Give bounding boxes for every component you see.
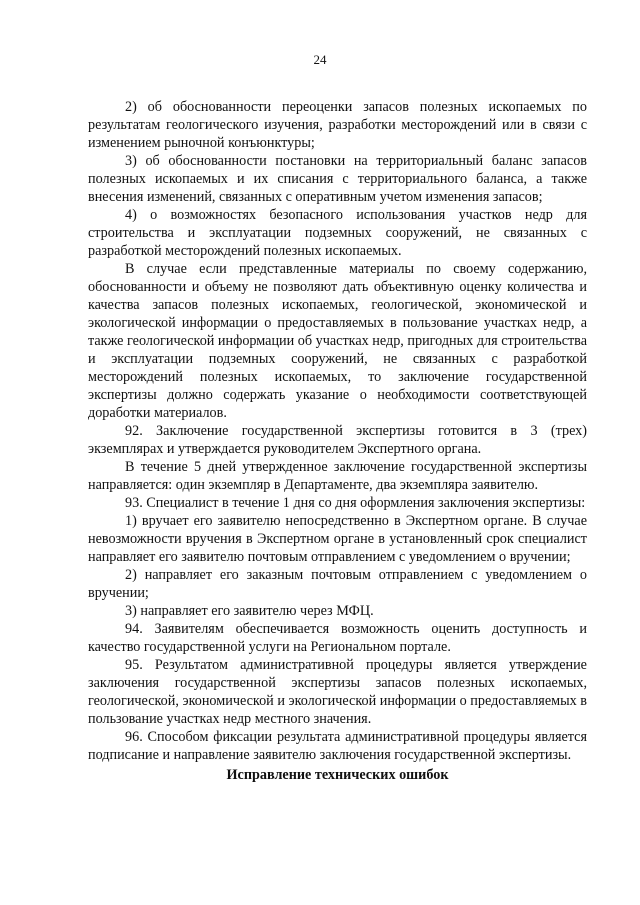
page-number: 24 [313, 52, 327, 67]
paragraph-insufficient-materials: В случае если представленные материалы по своему содержанию, обоснованности и объему не позволяют дать объективную оценку количества и качества запасов полезных ископаемых, геологической, экономической и экологической информации о предоставляемых в пользование участках недр, а также геологической информации об участках недр, пригодных для строительства и эксплуатации подземных сооружений, не связанных с разработкой месторождений полезных ископаемых, то заключение государственной экспертизы должно содержать указание о необходимости соответствующей доработки материалов. [88, 261, 587, 421]
paragraph-94: 94. Заявителям обеспечивается возможность оценить доступность и качество государственной услуги на Региональном портале. [88, 621, 587, 655]
paragraph-item-4: 4) о возможностях безопасного использования участков недр для строительства и эксплуатации подземных сооружений, не связанных с разработкой месторождений полезных ископаемых. [88, 207, 587, 259]
paragraph-93-item-1: 1) вручает его заявителю непосредственно в Экспертном органе. В случае невозможности вручения в Экспертном органе в установленный срок специалист направляет его заявителю почтовым отправлением с уведомлением о вручении; [88, 513, 587, 565]
paragraph-95: 95. Результатом административной процедуры является утверждение заключения государственной экспертизы запасов полезных ископаемых, геологической, экономической и экологической информации о предоставляемых в пользование участках недр местного значения. [88, 657, 587, 727]
paragraph-96: 96. Способом фиксации результата административной процедуры является подписание и направление заявителю заключения государственной экспертизы. [88, 729, 587, 763]
paragraph-93: 93. Специалист в течение 1 дня со дня оформления заключения экспертизы: [125, 495, 586, 511]
paragraph-item-2: 2) об обоснованности переоценки запасов полезных ископаемых по результатам геологического изучения, разработки месторождений или в связи с изменением рыночной конъюнктуры; [88, 99, 587, 151]
paragraph-93-item-2: 2) направляет его заказным почтовым отправлением с уведомлением о вручении; [88, 567, 587, 601]
paragraph-92: 92. Заключение государственной экспертизы готовится в 3 (трех) экземплярах и утверждается руководителем Экспертного органа. [88, 423, 587, 457]
document-body [88, 98, 587, 784]
section-heading: Исправление технических ошибок [226, 767, 449, 783]
paragraph-item-3: 3) об обоснованности постановки на территориальный баланс запасов полезных ископаемых и их списания с территориального баланса, а также внесения изменений, связанных с оперативным учетом изменения запасов; [88, 153, 587, 205]
paragraph-93-item-3: 3) направляет его заявителю через МФЦ. [125, 603, 374, 619]
paragraph-5-days: В течение 5 дней утвержденное заключение государственной экспертизы направляется: один экземпляр в Департаменте, два экземпляра заявителю. [88, 459, 587, 493]
